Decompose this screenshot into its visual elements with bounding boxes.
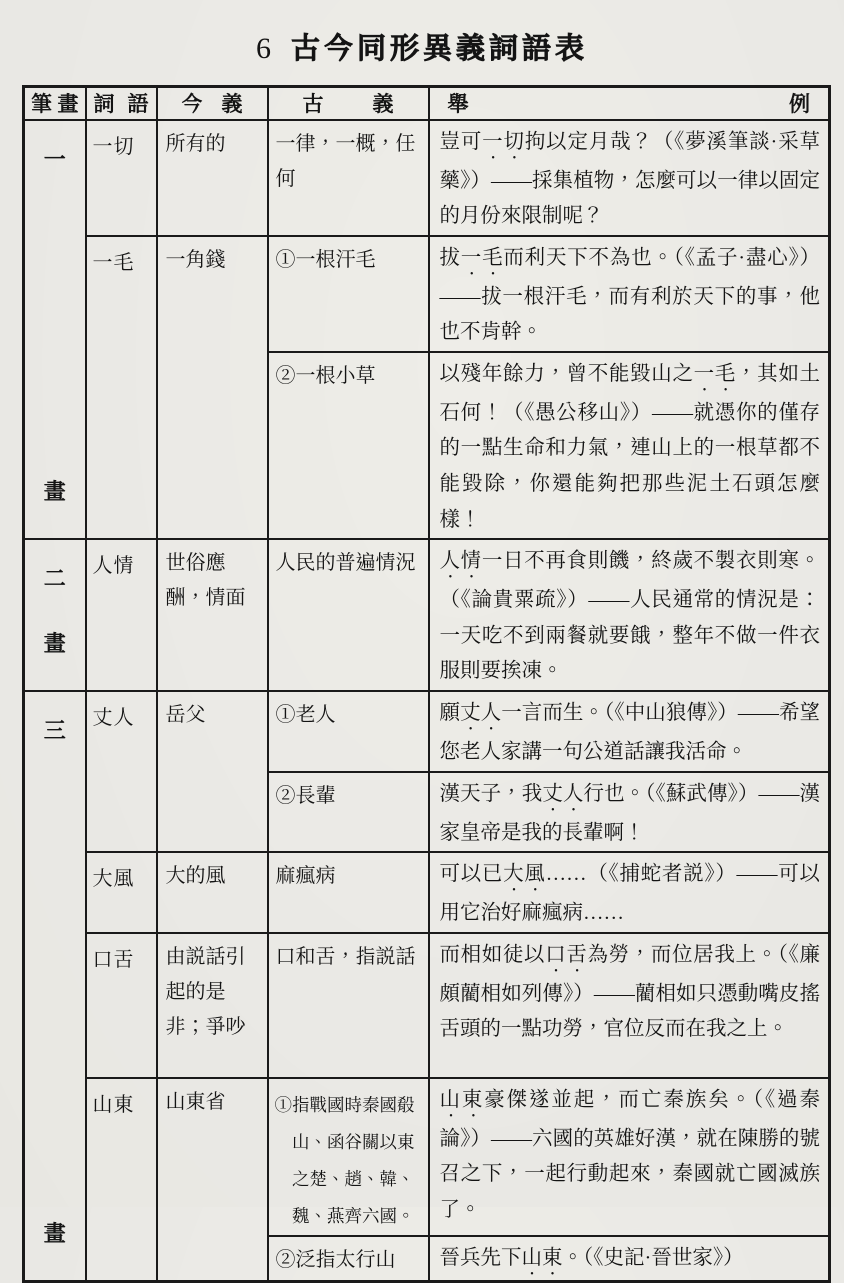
table-body <box>24 120 830 1282</box>
emphasized-word: 山東 <box>521 1246 563 1269</box>
stroke-char: 畫 <box>43 1220 66 1246</box>
ancient-meaning-cell: 麻瘋病 <box>268 852 429 933</box>
table-row <box>24 236 830 352</box>
modern-meaning-cell: 由説話引起的是非；爭吵 <box>157 933 268 1078</box>
example-text: 以殘年餘力，曾不能毀山之 <box>439 362 694 385</box>
stroke-char: 畫 <box>43 631 66 657</box>
emphasized-word: 丈人 <box>542 782 584 805</box>
emphasized-word: 丈人 <box>460 702 502 725</box>
ancient-meaning-cell: ①一根汗毛 <box>268 236 429 352</box>
example-text: ，其如土石何！（《愚公移山》）——就憑你的僅存的一點生命和力氣，連山上的一根草都不能毀除，你還能夠把那些泥土石頭怎麼樣！ <box>439 362 821 531</box>
stroke-char: 畫 <box>43 479 66 505</box>
table-row <box>24 691 830 772</box>
example-text: 而利天下不為也。（《孟子·盡心》）——拔一根汗毛，而有利於天下的事，他也不肯幹。 <box>439 246 821 344</box>
ancient-meaning-cell: 口和舌，指説話 <box>268 933 429 1078</box>
table-row <box>24 539 830 691</box>
example-text: 豪傑遂並起，而亡秦族矣。（《過秦論》）——六國的英雄好漢，就在陳勝的號召之下，一起行動起來，秦國就亡國滅族了。 <box>439 1088 820 1221</box>
example-cell <box>429 1236 830 1282</box>
ancient-meaning-cell: 一律，一概，任何 <box>268 120 429 236</box>
emphasized-word: 山東 <box>439 1088 485 1111</box>
ancient-meaning-cell: ②長輩 <box>268 772 429 853</box>
chapter-number: 6 <box>255 32 271 65</box>
emphasized-word: 一切 <box>482 130 525 153</box>
emphasized-word: 大風 <box>503 863 546 886</box>
example-text: 。（《史記·晉世家》） <box>562 1246 744 1269</box>
example-cell <box>429 691 830 772</box>
modern-meaning-cell: 一角錢 <box>157 236 268 540</box>
word-cell: 人情 <box>86 539 157 691</box>
header-row <box>24 87 830 120</box>
word-cell: 口舌 <box>86 933 157 1078</box>
example-text: 可以已 <box>439 863 504 886</box>
word-cell: 大風 <box>86 852 157 933</box>
stroke-number: 三 <box>43 718 66 744</box>
table-row <box>24 120 830 236</box>
example-text: 拘以定月哉？（《夢溪筆談·采草藥》）——採集植物，怎麼可以一律以固定的月份來限制呢？ <box>439 130 821 228</box>
example-text: 豈可 <box>439 130 483 153</box>
stroke-count-cell <box>24 539 86 691</box>
example-text: 為勞，而位居我上。（《廉頗藺相如列傳》）——藺相如只憑動嘴皮搖舌頭的一點功勞，官位反而在我之上。 <box>439 943 821 1041</box>
ancient-meaning-cell: 人民的普遍情況 <box>268 539 429 691</box>
example-cell <box>429 120 830 236</box>
emphasized-word: 口舌 <box>545 943 588 966</box>
emphasized-word: 一毛 <box>460 246 504 269</box>
table-row <box>24 1078 830 1236</box>
col-header-examples: 舉例 <box>429 87 830 120</box>
modern-meaning-cell: 山東省 <box>157 1078 268 1282</box>
example-text: 一言而生。（《中山狼傳》）——希望您老人家講一句公道話讓我活命。 <box>439 702 821 764</box>
stroke-count-cell <box>24 120 86 540</box>
example-text: 而相如徒以 <box>439 943 546 966</box>
word-cell: 丈人 <box>86 691 157 852</box>
example-cell <box>429 539 830 691</box>
example-text: ……（《捕蛇者説》）——可以用它治好麻瘋病…… <box>439 863 820 925</box>
ancient-meaning-cell: ②一根小草 <box>268 352 429 539</box>
emphasized-word: 一毛 <box>693 362 736 385</box>
table-header <box>24 87 830 120</box>
word-cell: 一切 <box>86 120 157 236</box>
vocab-table <box>22 85 831 1283</box>
example-text: 一日不再食則饑，終歲不製衣則寒。（《論貴粟疏》）——人民通常的情況是：一天吃不到兩餐就要餓，整年不做一件衣服則要挨凍。 <box>439 550 821 683</box>
example-text: 拔 <box>439 246 461 269</box>
example-cell <box>429 933 830 1078</box>
stroke-count-cell <box>24 691 86 1281</box>
modern-meaning-cell: 世俗應酬，情面 <box>157 539 268 691</box>
example-cell <box>429 1078 830 1236</box>
example-cell <box>429 852 830 933</box>
example-text: 行也。（《蘇武傳》）——漢家皇帝是我的長輩啊！ <box>439 782 821 844</box>
col-header-word: 詞語 <box>86 87 157 120</box>
emphasized-word: 人情 <box>439 550 482 573</box>
ancient-meaning-cell: ①指戰國時秦國殽山、函谷關以東之楚、趙、韓、魏、燕齊六國。 <box>268 1078 429 1236</box>
example-text: 晉兵先下 <box>439 1246 522 1269</box>
modern-meaning-cell: 所有的 <box>157 120 268 236</box>
table-row <box>24 933 830 1078</box>
col-header-strokes: 筆畫 <box>24 87 86 120</box>
page-title-text: 古今同形異義詞語表 <box>290 33 588 65</box>
stroke-number: 二 <box>43 566 66 592</box>
example-text: 漢天子，我 <box>439 782 543 805</box>
stroke-number: 一 <box>43 146 66 172</box>
example-cell <box>429 236 830 352</box>
example-cell <box>429 772 830 853</box>
ancient-meaning-cell: ②泛指太行山 <box>268 1236 429 1282</box>
example-cell <box>429 352 830 539</box>
page-title <box>0 26 844 67</box>
example-text: 願 <box>439 702 461 725</box>
col-header-ancient-meaning: 古義 <box>268 87 429 120</box>
word-cell: 一毛 <box>86 236 157 540</box>
table-row <box>24 852 830 933</box>
modern-meaning-cell: 岳父 <box>157 691 268 852</box>
word-cell: 山東 <box>86 1078 157 1282</box>
col-header-modern-meaning: 今義 <box>157 87 268 120</box>
ancient-meaning-cell: ①老人 <box>268 691 429 772</box>
modern-meaning-cell: 大的風 <box>157 852 268 933</box>
